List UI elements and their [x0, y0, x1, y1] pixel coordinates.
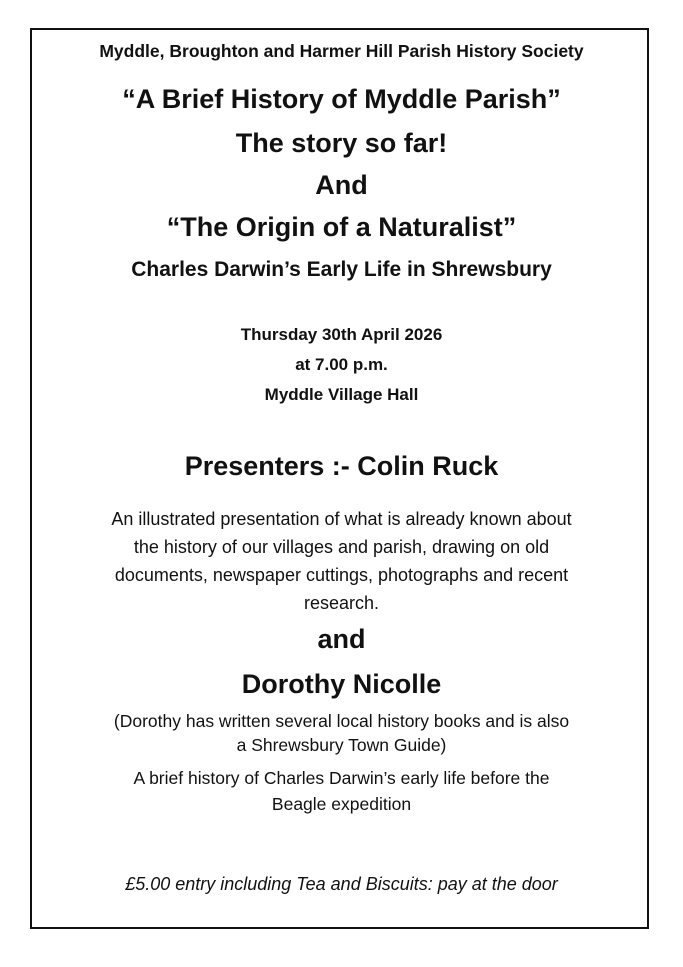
entry-fee: £5.00 entry including Tea and Biscuits: pay at the door	[125, 874, 558, 894]
presenter2-description	[0, 765, 683, 817]
presenters-heading: Presenters :- Colin Ruck	[184, 451, 499, 481]
and-word: and	[317, 624, 366, 654]
presenter1-description-line: documents, newspaper cuttings, photographs and recent	[114, 565, 569, 585]
presenter2-bio-line: (Dorothy has written several local history books and is also	[113, 711, 570, 731]
presenter1-description	[0, 505, 683, 617]
presenter2-bio-line: a Shrewsbury Town Guide)	[236, 735, 447, 755]
event-venue: Myddle Village Hall	[264, 385, 419, 404]
presenter1-description-line: the history of our villages and parish, drawing on old	[133, 537, 550, 557]
event-date: Thursday 30th April 2026	[240, 325, 443, 344]
event-time: at 7.00 p.m.	[295, 355, 388, 374]
presenter1-description-line: An illustrated presentation of what is already known about	[111, 509, 572, 529]
presenter1-description-line: research.	[303, 593, 380, 613]
talk1-tagline: The story so far!	[235, 128, 448, 158]
presenter2-description-line: A brief history of Charles Darwin’s early life before the	[133, 768, 550, 788]
society-name: Myddle, Broughton and Harmer Hill Parish History Society	[99, 41, 584, 61]
talk2-title: “The Origin of a Naturalist”	[166, 212, 517, 242]
talk1-title: “A Brief History of Myddle Parish”	[122, 84, 561, 114]
talk2-subtitle: Charles Darwin’s Early Life in Shrewsbury	[131, 258, 552, 281]
connector-and: And	[315, 170, 368, 200]
presenter2-name: Dorothy Nicolle	[241, 669, 442, 699]
presenter2-bio	[0, 709, 683, 757]
presenter2-description-line: Beagle expedition	[271, 794, 412, 814]
